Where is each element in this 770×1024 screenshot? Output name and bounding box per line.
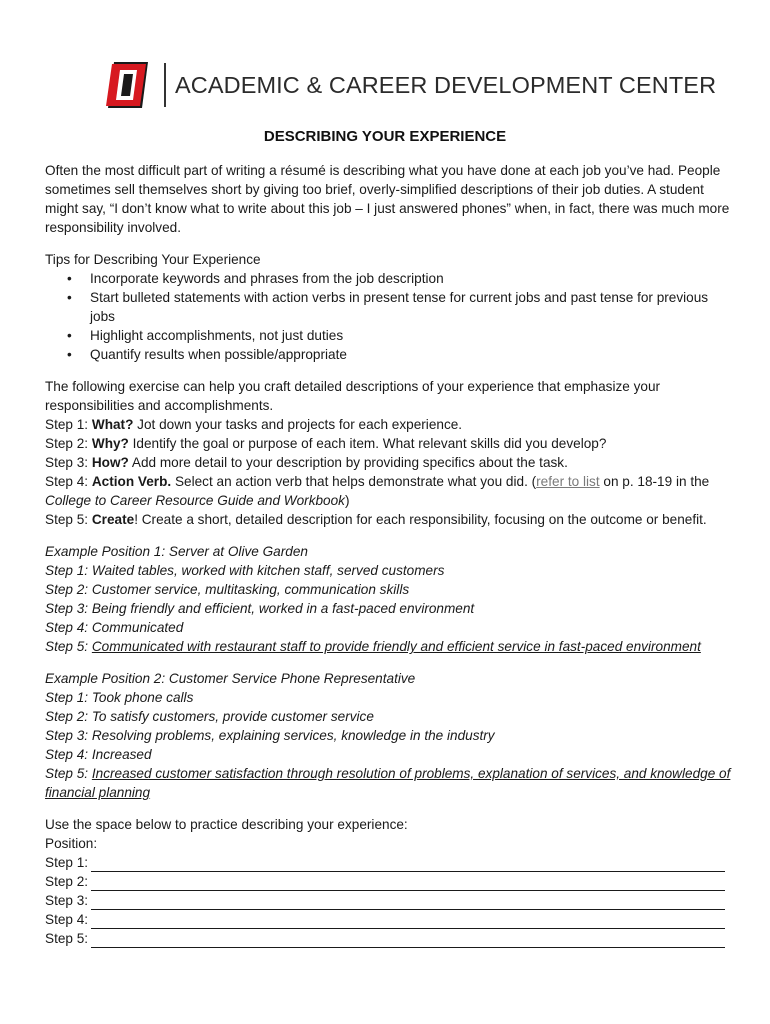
practice-step-1: Step 1: bbox=[45, 853, 735, 872]
example-step: Step 2: Customer service, multitasking, communication skills bbox=[45, 582, 410, 597]
tips-heading: Tips for Describing Your Experience bbox=[45, 252, 261, 267]
example-step: Step 3: Resolving problems, explaining services, knowledge in the industry bbox=[45, 728, 495, 743]
example-position-2 bbox=[45, 669, 735, 802]
blank-line bbox=[91, 875, 725, 891]
tips-list bbox=[45, 269, 735, 364]
practice-intro: Use the space below to practice describing your experience: bbox=[45, 817, 408, 832]
example-step: Step 3: Being friendly and efficient, worked in a fast-paced environment bbox=[45, 601, 475, 616]
blank-line bbox=[91, 894, 725, 910]
page-header bbox=[100, 58, 717, 112]
example-title: Example Position 1: Server at Olive Garden bbox=[45, 544, 308, 559]
header-title: ACADEMIC & CAREER DEVELOPMENT CENTER bbox=[175, 71, 717, 98]
example-position-1 bbox=[45, 542, 735, 656]
practice-step-5: Step 5: bbox=[45, 929, 735, 948]
example-step: Step 2: To satisfy customers, provide customer service bbox=[45, 709, 374, 724]
refer-to-list-link[interactable]: refer to list bbox=[536, 474, 600, 489]
exercise-intro: The following exercise can help you craft detailed descriptions of your experience that emphasize your responsibilities and accomplishments. bbox=[45, 379, 661, 413]
list-item: • Quantify results when possible/appropriate bbox=[45, 345, 735, 364]
exercise-step-4: Step 4: Action Verb. Select an action verb that helps demonstrate what you did. (refer to list on p. 18-19 in the College to Career Resource Guide and Workbook) bbox=[45, 474, 710, 508]
blank-line bbox=[91, 932, 725, 948]
page-title: DESCRIBING YOUR EXPERIENCE bbox=[263, 128, 507, 145]
exercise-step-2: Step 2: Why? Identify the goal or purpose of each item. What relevant skills did you develop? bbox=[45, 436, 607, 451]
example-step: Step 5: Increased customer satisfaction through resolution of problems, explanation of services, and knowledge of financial planning bbox=[45, 766, 731, 800]
university-o-logo-icon bbox=[100, 58, 154, 112]
header-divider bbox=[164, 63, 166, 107]
intro-paragraph: Often the most difficult part of writing a résumé is describing what you have done at each job you’ve had. People sometimes sell themselves short by giving too brief, overly-simplified descriptions of their job duties. A student might say, “I don’t know what to write about this job – I just answered phones” when, in fact, there was much more responsibility involved. bbox=[45, 163, 730, 235]
exercise-step-1: Step 1: What? Jot down your tasks and projects for each experience. bbox=[45, 417, 463, 432]
list-item: • Highlight accomplishments, not just duties bbox=[45, 326, 735, 345]
exercise-step-5: Step 5: Create! Create a short, detailed description for each responsibility, focusing on the outcome or benefit. bbox=[45, 512, 707, 527]
blank-line bbox=[91, 856, 725, 872]
workbook-title: College to Career Resource Guide and Workbook bbox=[45, 493, 345, 508]
example-result: Communicated with restaurant staff to provide friendly and efficient service in fast-paced environment bbox=[91, 639, 701, 654]
practice-step-4: Step 4: bbox=[45, 910, 735, 929]
practice-step-3: Step 3: bbox=[45, 891, 735, 910]
example-step: Step 4: Increased bbox=[45, 747, 152, 762]
example-title: Example Position 2: Customer Service Phone Representative bbox=[45, 671, 416, 686]
example-step: Step 5: Communicated with restaurant staff to provide friendly and efficient service in fast-paced environment bbox=[45, 639, 701, 654]
list-item: • Start bulleted statements with action verbs in present tense for current jobs and past tense for previous jobs bbox=[45, 288, 735, 326]
example-result: Increased customer satisfaction through resolution of problems, explanation of services, and knowledge of financial planning bbox=[45, 766, 731, 800]
list-item: • Incorporate keywords and phrases from the job description bbox=[45, 269, 735, 288]
blank-line bbox=[91, 913, 725, 929]
practice-step-2: Step 2: bbox=[45, 872, 735, 891]
exercise-step-3: Step 3: How? Add more detail to your description by providing specifics about the task. bbox=[45, 455, 568, 470]
example-step: Step 4: Communicated bbox=[45, 620, 184, 635]
example-step: Step 1: Waited tables, worked with kitchen staff, served customers bbox=[45, 563, 445, 578]
example-step: Step 1: Took phone calls bbox=[45, 690, 194, 705]
practice-position-label: Position: bbox=[45, 836, 98, 851]
document-body bbox=[45, 161, 735, 948]
